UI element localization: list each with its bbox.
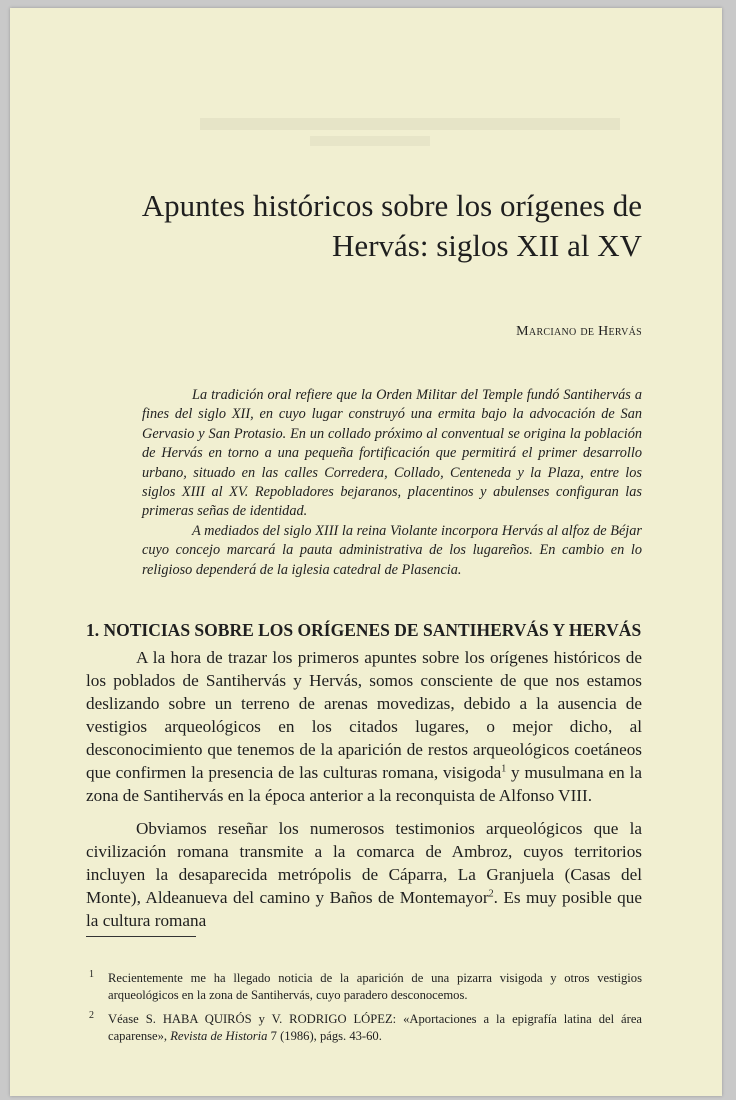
abstract	[142, 386, 642, 580]
footnote-2: 2 Véase S. HABA QUIRÓS y V. RODRIGO LÓPEZ: «Aportaciones a la epigrafía latina del área caparense», Revista de Historia 7 (1986), págs. 43-60.	[89, 1010, 642, 1043]
author-name: Marciano de Hervás	[516, 324, 642, 339]
show-through-texture	[200, 118, 620, 130]
footnote-ref-1[interactable]: 1	[501, 763, 507, 775]
show-through-texture	[310, 136, 430, 146]
article-title	[106, 186, 642, 266]
abstract-paragraph-2: A mediados del siglo XIII la reina Violante incorpora Hervás al alfoz de Béjar cuyo concejo marcará la pauta administrativa de los lugareños. En cambio en lo religioso dependerá de la iglesia catedral de Plasencia.	[142, 522, 642, 578]
footnote-divider	[86, 936, 196, 937]
body-text	[86, 646, 642, 942]
title-line-2: Hervás: siglos XII al XV	[332, 228, 642, 263]
footnote-mark: 1	[89, 969, 94, 980]
footnote-mark: 2	[89, 1010, 94, 1021]
title-line-1: Apuntes históricos sobre los orígenes de	[141, 188, 642, 223]
section-heading: 1. NOTICIAS SOBRE LOS ORÍGENES DE SANTIHERVÁS Y HERVÁS	[86, 620, 642, 640]
journal-title: Revista de Historia	[170, 1028, 268, 1043]
footnotes	[86, 970, 642, 1052]
document-page	[10, 8, 722, 1096]
footnote-1	[86, 970, 642, 1003]
body-paragraph-2: Obviamos reseñar los numerosos testimonios arqueológicos que la civilización romana transmite a la comarca de Ambroz, cuyos territorios incluyen la desaparecida metrópolis de Cáparra, La Granjuela (Casas del Monte), Aldeanueva del camino y Baños de Montemayor$^2$. Es muy posible que la cultura romana	[86, 819, 642, 930]
body-paragraph-1: A la hora de trazar los primeros apuntes sobre los orígenes históricos de los poblados de Santihervás y Hervás, somos consciente de que nos estamos deslizando sobre un terreno de arenas movedizas, debido a la ausencia de vestigios arqueológicos en los citados lugares, o mejor dicho, al desconocimiento que tenemos de la aparición de restos arqueológicos coetáneos que confirmen la presencia de las culturas romana, visigoda$^1$ y musulmana en la zona de Santihervás en la época anterior a la reconquista de Alfonso VIII.	[86, 648, 642, 805]
footnote-ref-2[interactable]: 2	[488, 888, 494, 900]
abstract-paragraph-1: La tradición oral refiere que la Orden Militar del Temple fundó Santihervás a fines del siglo XII, en cuyo lugar construyó una ermita bajo la advocación de San Gervasio y San Protasio. En un collado próximo al conventual se origina la población de Hervás en torno a una pequeña fortificación que permitirá el primer desarrollo urbano, situado en las calles Corredera, Collado, Centeneda y la Plaza, entre los siglos XIII al XV. Repobladores bejaranos, placentinos y abulenses configuran las primeras señas de identidad.	[142, 387, 642, 520]
footnote-text: Recientemente me ha llegado noticia de la aparición de una pizarra visigoda y otros vestigios arqueológicos en la zona de Santihervás, cuyo paradero desconocemos.	[108, 971, 642, 1002]
